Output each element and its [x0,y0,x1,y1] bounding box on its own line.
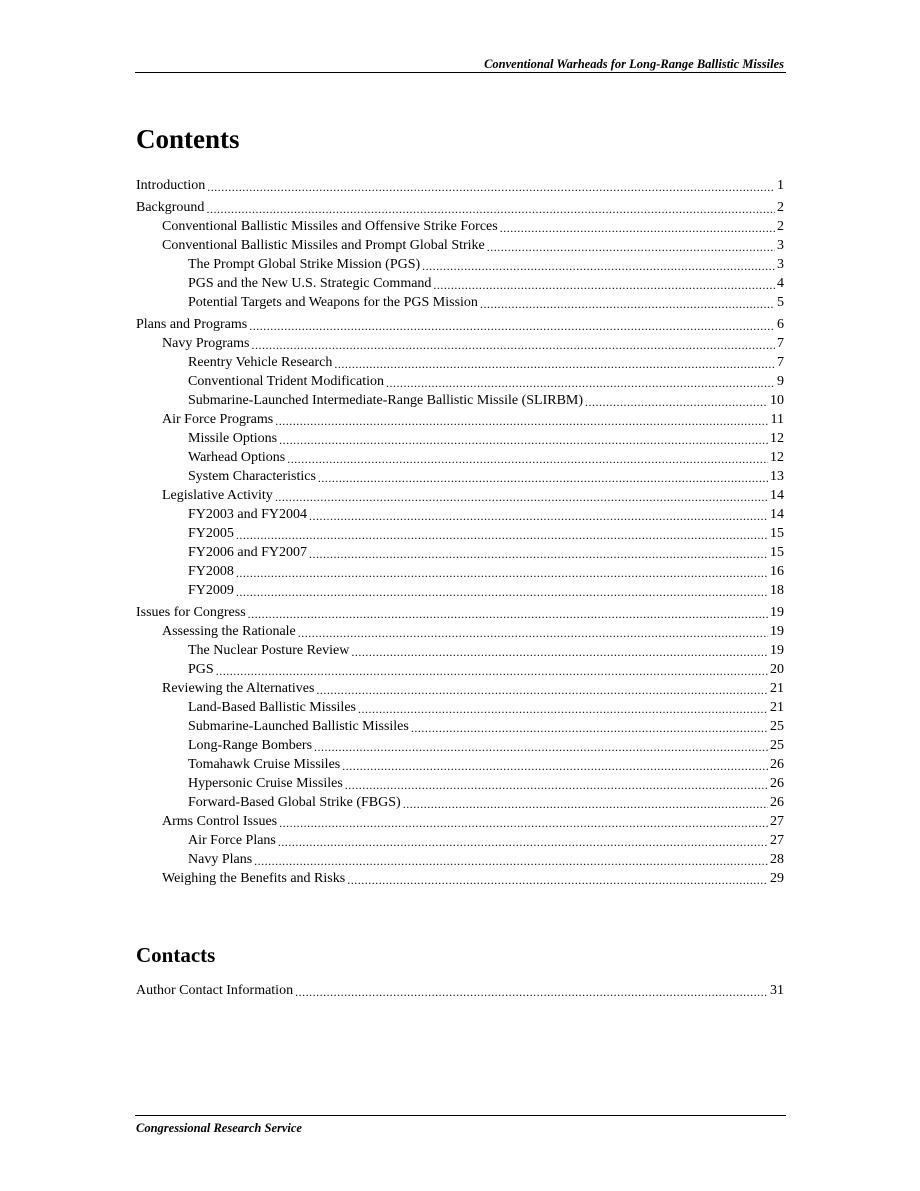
toc-dot-leader [351,644,768,660]
toc-entry-page: 21 [770,700,784,715]
toc-entry-title: Conventional Ballistic Missiles and Offensive Strike Forces [162,219,498,234]
toc-entry-title: Hypersonic Cruise Missiles [188,776,343,791]
toc-entry-title: Potential Targets and Weapons for the PGS Mission [188,295,478,310]
toc-entry[interactable] [136,737,784,755]
toc-entry[interactable] [136,623,784,641]
toc-entry-page: 3 [777,257,784,272]
toc-entry[interactable] [136,237,784,255]
toc-entry[interactable] [136,680,784,698]
toc-entry-page: 12 [770,450,784,465]
toc-entry-page: 15 [770,526,784,541]
toc-entry-title: Long-Range Bombers [188,738,313,753]
toc-entry-title: Issues for Congress [136,605,246,620]
toc-entry-title: PGS [188,662,214,677]
toc-entry[interactable] [136,794,784,812]
toc-entry-page: 14 [770,507,784,522]
toc-entry[interactable] [136,982,784,1000]
toc-entry-title: Assessing the Rationale [162,624,296,639]
toc-dot-leader [386,375,775,391]
toc-dot-leader [487,239,775,255]
toc-dot-leader [207,179,775,195]
toc-dot-leader [275,489,768,505]
toc-entry-title: Reviewing the Alternatives [162,681,315,696]
toc-dot-leader [278,834,768,850]
toc-entry-page: 7 [777,355,784,370]
toc-entry-title: Conventional Ballistic Missiles and Prompt Global Strike [162,238,485,253]
toc-entry-title: FY2006 and FY2007 [188,545,308,560]
toc-entry-title: Legislative Activity [162,488,273,503]
toc-entry-page: 7 [777,336,784,351]
running-header: Conventional Warheads for Long-Range Ballistic Missiles [484,57,784,71]
toc-entry[interactable] [136,468,784,486]
toc-entry-title: Background [136,200,205,215]
toc-dot-leader [279,432,768,448]
toc-entry-page: 10 [770,393,784,408]
toc-entry-title: Air Force Plans [188,833,276,848]
toc-entry[interactable] [136,756,784,774]
toc-entry[interactable] [136,506,784,524]
toc-dot-leader [295,984,768,1000]
toc-entry[interactable] [136,661,784,679]
toc-entry[interactable] [136,256,784,274]
toc-dot-leader [254,853,768,869]
toc-dot-leader [411,720,768,736]
toc-entry-page: 15 [770,545,784,560]
toc-entry-page: 2 [777,200,784,215]
toc-entry-page: 5 [777,295,784,310]
toc-entry[interactable] [136,851,784,869]
toc-entry-title: FY2003 and FY2004 [188,507,308,522]
toc-entry-page: 20 [770,662,784,677]
toc-dot-leader [279,815,768,831]
toc-entry-page: 1 [777,178,784,193]
toc-entry[interactable] [136,392,784,410]
toc-dot-leader [433,277,775,293]
toc-dot-leader [252,337,776,353]
toc-dot-leader [358,701,768,717]
toc-entry-page: 29 [770,871,784,886]
toc-entry-page: 31 [770,983,784,998]
toc-dot-leader [480,296,775,312]
toc-entry[interactable] [136,487,784,505]
toc-entry[interactable] [136,199,784,217]
toc-entry-title: PGS and the New U.S. Strategic Command [188,276,432,291]
toc-dot-leader [206,201,775,217]
toc-entry[interactable] [136,604,784,622]
toc-dot-leader [316,682,768,698]
header-rule [135,72,786,73]
toc-entry[interactable] [136,430,784,448]
toc-entry-page: 19 [770,624,784,639]
toc-entry-page: 16 [770,564,784,579]
toc-entry-page: 12 [770,431,784,446]
toc-entry-page: 2 [777,219,784,234]
running-footer: Congressional Research Service [136,1121,302,1135]
toc-dot-leader [248,606,768,622]
toc-dot-leader [318,470,768,486]
toc-dot-leader [287,451,768,467]
toc-entry-page: 27 [770,814,784,829]
toc-entry-page: 26 [770,776,784,791]
toc-entry[interactable] [136,525,784,543]
contacts-heading: Contacts [136,943,216,967]
toc-dot-leader [249,318,775,334]
toc-entry-title: Submarine-Launched Ballistic Missiles [188,719,409,734]
toc-entry-page: 26 [770,757,784,772]
toc-entry-page: 28 [770,852,784,867]
toc-entry[interactable] [136,335,784,353]
toc-entry[interactable] [136,294,784,312]
toc-entry-page: 6 [777,317,784,332]
toc-entry-page: 19 [770,643,784,658]
toc-entry-title: Submarine-Launched Intermediate-Range Ballistic Missile (SLIRBM) [188,393,584,408]
toc-entry-title: Forward-Based Global Strike (FBGS) [188,795,401,810]
toc-entry[interactable] [136,275,784,293]
toc-entry-title: FY2009 [188,583,234,598]
toc-entry-page: 9 [777,374,784,389]
toc-entry[interactable] [136,177,784,195]
toc-dot-leader [500,220,775,236]
toc-entry-page: 27 [770,833,784,848]
toc-entry-title: Introduction [136,178,206,193]
toc-entry-title: Land-Based Ballistic Missiles [188,700,356,715]
toc-entry[interactable] [136,563,784,581]
toc-entry-title: System Characteristics [188,469,316,484]
toc-dot-leader [275,413,768,429]
toc-entry[interactable] [136,775,784,793]
toc-entry-title: Navy Plans [188,852,253,867]
toc-entry[interactable] [136,544,784,562]
toc-entry-title: Author Contact Information [136,983,294,998]
toc-entry-title: Missile Options [188,431,278,446]
toc-dot-leader [236,527,768,543]
toc-entry-page: 26 [770,795,784,810]
toc-entry-title: Tomahawk Cruise Missiles [188,757,341,772]
contents-heading: Contents [136,124,240,154]
toc-entry[interactable] [136,832,784,850]
toc-dot-leader [347,872,768,888]
toc-entry[interactable] [136,582,784,600]
toc-dot-leader [334,356,775,372]
footer-rule [135,1115,786,1116]
toc-entry-title: FY2008 [188,564,234,579]
toc-entry-title: Warhead Options [188,450,286,465]
toc-entry[interactable] [136,642,784,660]
toc-entry[interactable] [136,411,784,429]
toc-dot-leader [403,796,768,812]
toc-entry[interactable] [136,354,784,372]
toc-dot-leader [585,394,768,410]
toc-entry-title: Plans and Programs [136,317,248,332]
toc-dot-leader [309,546,768,562]
toc-entry-title: FY2005 [188,526,234,541]
toc-entry[interactable] [136,699,784,717]
toc-entry-title: Conventional Trident Modification [188,374,384,389]
toc-entry-page: 14 [770,488,784,503]
toc-dot-leader [342,758,768,774]
toc-entry-page: 3 [777,238,784,253]
toc-dot-leader [216,663,768,679]
toc-entry-page: 4 [777,276,784,291]
toc-entry[interactable] [136,373,784,391]
toc-entry-page: 25 [770,738,784,753]
toc-entry[interactable] [136,813,784,831]
toc-entry[interactable] [136,218,784,236]
toc-entry-page: 13 [770,469,784,484]
toc-entry-page: 19 [770,605,784,620]
toc-dot-leader [309,508,768,524]
toc-dot-leader [314,739,768,755]
toc-dot-leader [345,777,768,793]
toc-entry-page: 11 [770,412,784,427]
toc-dot-leader [236,584,768,600]
toc-entry-page: 18 [770,583,784,598]
toc-entry-title: Weighing the Benefits and Risks [162,871,346,886]
toc-dot-leader [298,625,768,641]
toc-entry[interactable] [136,718,784,736]
toc-entry[interactable] [136,316,784,334]
toc-entry-page: 25 [770,719,784,734]
toc-entry-page: 21 [770,681,784,696]
toc-entry-title: Air Force Programs [162,412,274,427]
toc-entry-title: Arms Control Issues [162,814,278,829]
toc-entry-title: The Prompt Global Strike Mission (PGS) [188,257,421,272]
toc-entry[interactable] [136,870,784,888]
toc-dot-leader [422,258,775,274]
toc-dot-leader [236,565,768,581]
toc-entry-title: Navy Programs [162,336,250,351]
toc-entry-title: The Nuclear Posture Review [188,643,350,658]
toc-entry[interactable] [136,449,784,467]
toc-entry-title: Reentry Vehicle Research [188,355,333,370]
